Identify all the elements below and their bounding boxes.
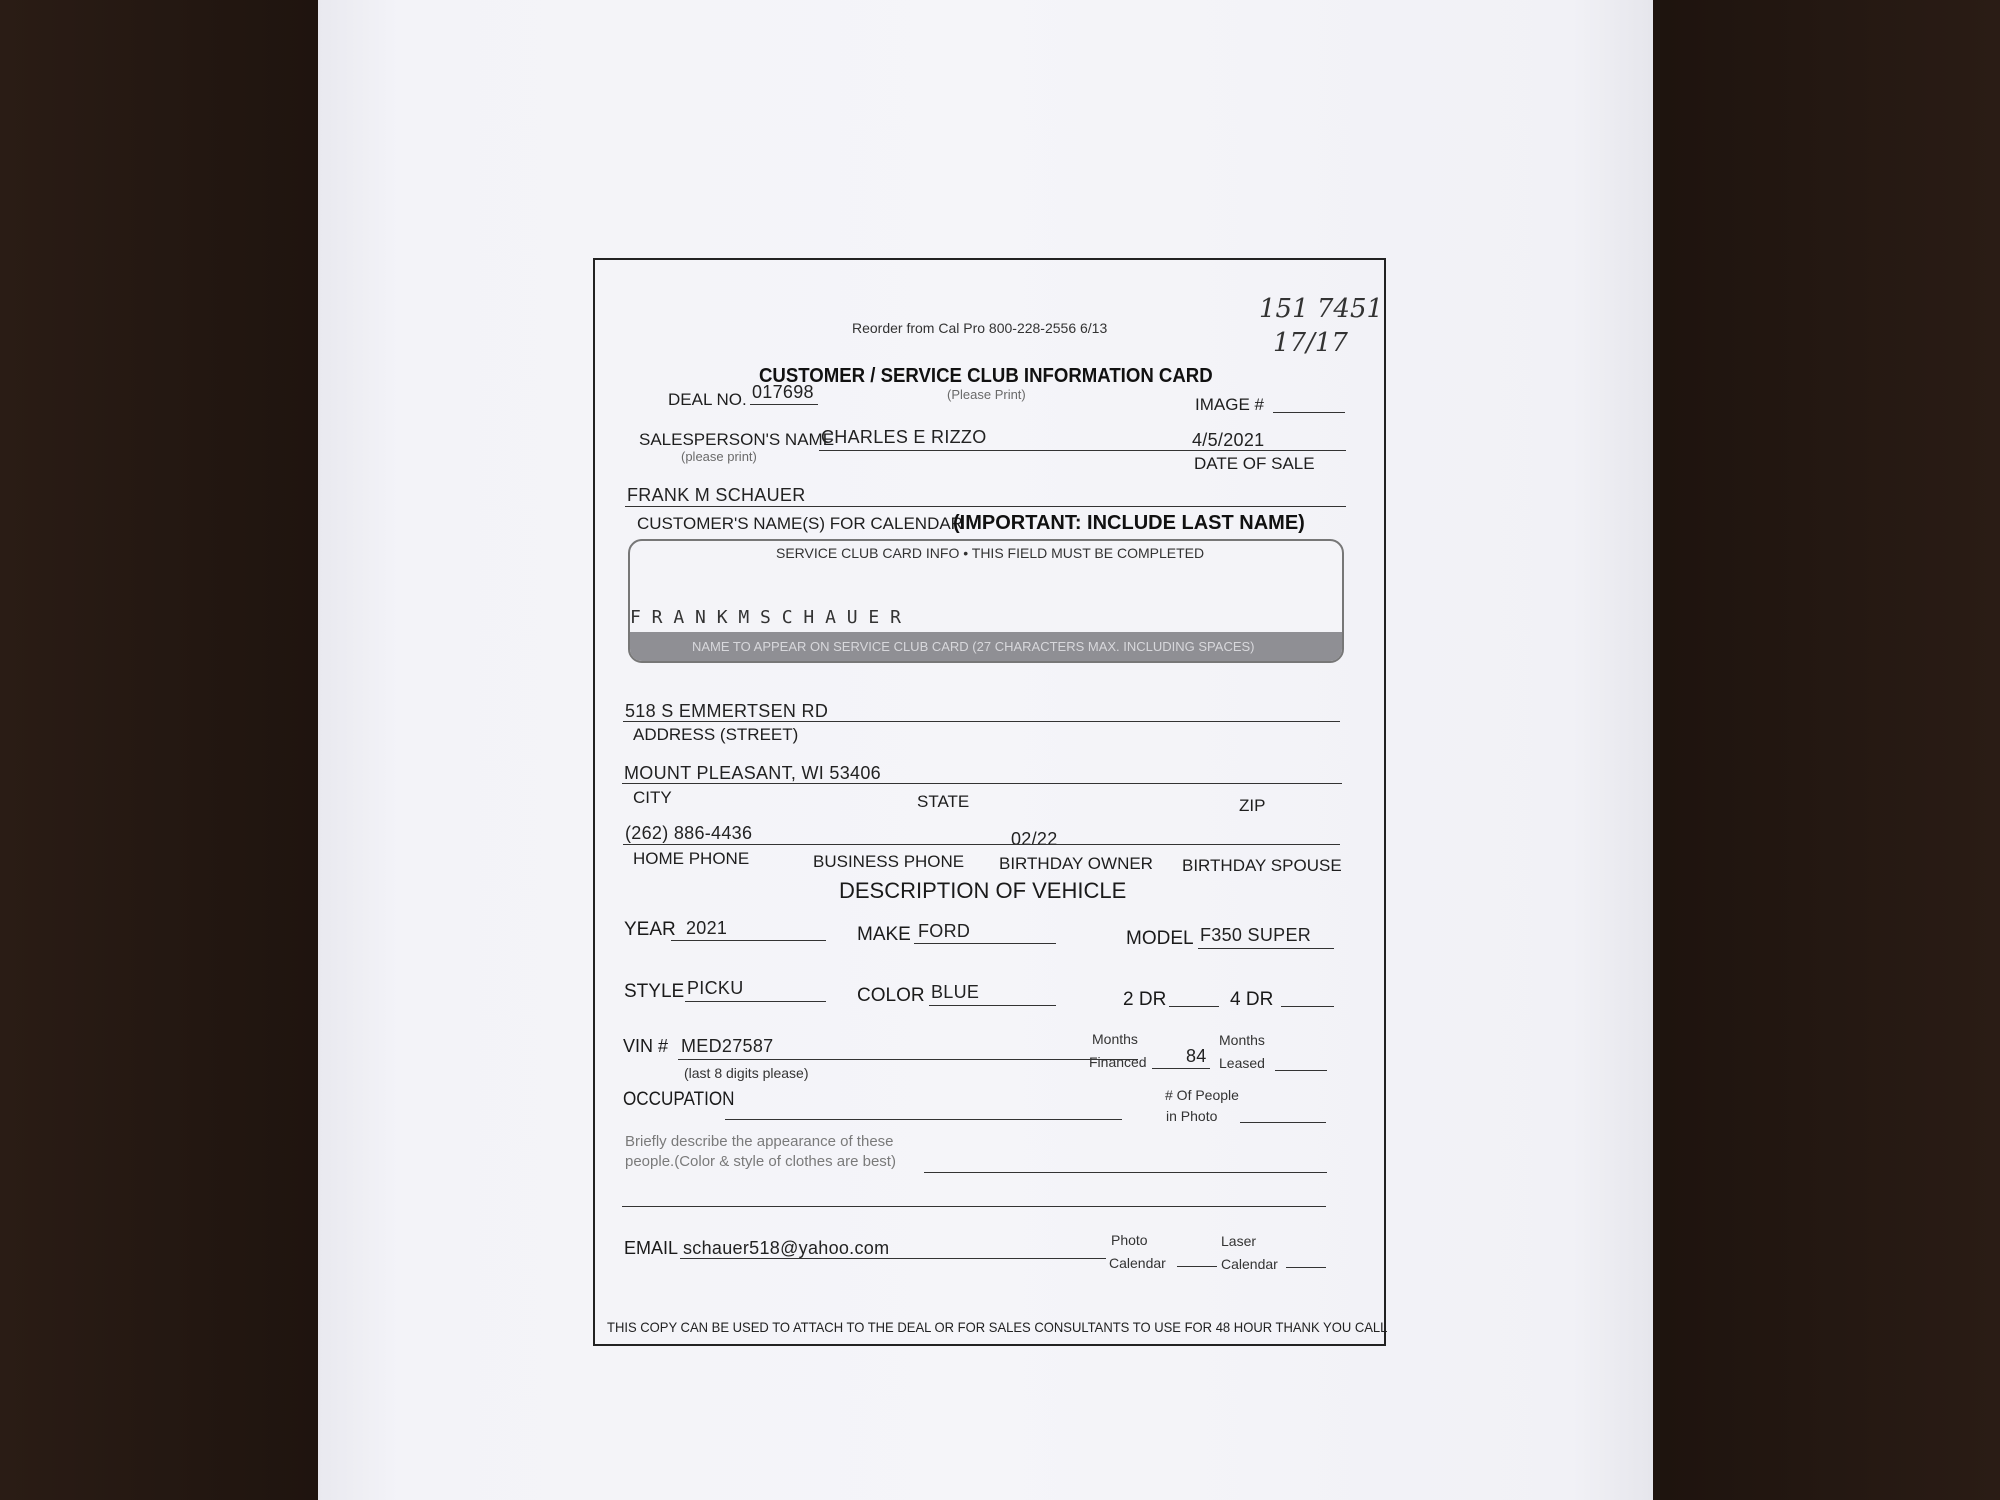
- months-financed-line: [1152, 1068, 1210, 1069]
- important-note: (IMPORTANT: INCLUDE LAST NAME): [953, 512, 1305, 534]
- footer-note: THIS COPY CAN BE USED TO ATTACH TO THE DEAL OR FOR SALES CONSULTANTS TO USE FOR 48 HOUR THANK YOU CALL: [607, 1319, 1388, 1335]
- salesperson-label: SALESPERSON'S NAME: [639, 430, 835, 449]
- people-in-photo-label-1: # Of People: [1165, 1087, 1239, 1103]
- style-value: PICKU: [687, 978, 744, 998]
- state-label: STATE: [917, 792, 970, 811]
- year-label: YEAR: [624, 919, 676, 940]
- describe-line-2: people.(Color & style of clothes are best): [625, 1153, 896, 1170]
- describe-line: [924, 1172, 1327, 1173]
- deal-no-label: DEAL NO.: [668, 390, 747, 409]
- photo-calendar-label-1: Photo: [1111, 1232, 1148, 1248]
- months-leased-line: [1275, 1070, 1327, 1071]
- form-title: CUSTOMER / SERVICE CLUB INFORMATION CARD: [759, 365, 1213, 387]
- service-club-card-box: [628, 539, 1344, 663]
- address-label: ADDRESS (STREET): [633, 725, 799, 744]
- customer-name-label: CUSTOMER'S NAME(S) FOR CALENDAR: [637, 514, 963, 533]
- occupation-label: OCCUPATION: [623, 1089, 735, 1110]
- date-of-sale-value: 4/5/2021: [1192, 430, 1265, 450]
- make-label: MAKE: [857, 924, 911, 945]
- email-line: [680, 1258, 1106, 1259]
- address-line: [623, 721, 1340, 722]
- laser-calendar-line: [1286, 1267, 1326, 1268]
- reorder-text: Reorder from Cal Pro 800-228-2556 6/13: [852, 320, 1108, 336]
- home-phone-label: HOME PHONE: [633, 849, 750, 868]
- vin-value: MED27587: [681, 1036, 774, 1056]
- home-phone-value: (262) 886-4436: [625, 823, 753, 843]
- image-label: IMAGE #: [1195, 395, 1264, 414]
- four-door-line: [1281, 1006, 1334, 1007]
- customer-name-value: FRANK M SCHAUER: [627, 485, 806, 505]
- months-leased-label-2: Leased: [1219, 1055, 1265, 1071]
- people-in-photo-line: [1240, 1122, 1326, 1123]
- vin-sub-label: (last 8 digits please): [684, 1065, 809, 1081]
- months-financed-label-2: Financed: [1089, 1054, 1147, 1070]
- model-value: F350 SUPER: [1200, 925, 1312, 945]
- card-name-value: F R A N K M S C H A U E R: [630, 607, 901, 628]
- vehicle-heading: DESCRIPTION OF VEHICLE: [839, 878, 1127, 903]
- information-card-form: [593, 258, 1386, 1346]
- vin-label: VIN #: [623, 1036, 669, 1056]
- card-band-text: NAME TO APPEAR ON SERVICE CLUB CARD (27 CHARACTERS MAX. INCLUDING SPACES): [692, 639, 1255, 654]
- salesperson-value: CHARLES E RIZZO: [821, 427, 987, 447]
- year-line: [671, 940, 826, 941]
- birthday-owner-value: 02/22: [1011, 829, 1058, 849]
- year-value: 2021: [686, 918, 728, 938]
- address-value: 518 S EMMERTSEN RD: [625, 701, 829, 721]
- please-print-note: (Please Print): [947, 387, 1026, 402]
- customer-line: [625, 506, 1346, 507]
- email-value: schauer518@yahoo.com: [683, 1238, 890, 1258]
- make-value: FORD: [918, 921, 971, 941]
- phones-line: [623, 844, 1340, 845]
- four-door-label: 4 DR: [1230, 989, 1274, 1010]
- salesperson-sub: (please print): [681, 449, 757, 464]
- model-line: [1198, 948, 1334, 949]
- make-line: [914, 943, 1056, 944]
- laser-calendar-label-1: Laser: [1221, 1233, 1257, 1249]
- card-name-band: [630, 632, 1342, 661]
- vin-line: [678, 1059, 1138, 1060]
- city-value: MOUNT PLEASANT, WI 53406: [624, 763, 881, 783]
- describe-extra-line: [622, 1206, 1326, 1207]
- date-of-sale-label: DATE OF SALE: [1194, 454, 1315, 473]
- photo-calendar-line: [1177, 1266, 1217, 1267]
- model-label: MODEL: [1126, 928, 1194, 949]
- image-line: [1273, 412, 1345, 413]
- deal-no-value: 017698: [752, 382, 814, 402]
- occupation-line: [725, 1119, 1122, 1120]
- two-door-label: 2 DR: [1123, 989, 1167, 1010]
- deal-no-line: [750, 404, 818, 405]
- service-card-heading: SERVICE CLUB CARD INFO • THIS FIELD MUST BE COMPLETED: [776, 545, 1205, 561]
- style-label: STYLE: [624, 981, 685, 1002]
- salesperson-line: [819, 450, 1346, 451]
- months-financed-label-1: Months: [1092, 1031, 1138, 1047]
- months-financed-value: 84: [1186, 1046, 1207, 1066]
- handwritten-fraction: 17/17: [1273, 328, 1348, 358]
- color-value: BLUE: [931, 982, 980, 1002]
- birthday-spouse-label: BIRTHDAY SPOUSE: [1182, 856, 1342, 875]
- city-label: CITY: [633, 788, 672, 807]
- months-leased-label-1: Months: [1219, 1032, 1265, 1048]
- zip-label: ZIP: [1239, 796, 1266, 815]
- color-line: [929, 1005, 1056, 1006]
- handwritten-number: 151 7451: [1259, 294, 1384, 324]
- business-phone-label: BUSINESS PHONE: [813, 852, 965, 871]
- people-in-photo-label-2: in Photo: [1166, 1108, 1218, 1124]
- describe-line-1: Briefly describe the appearance of these: [625, 1133, 894, 1150]
- color-label: COLOR: [857, 985, 925, 1006]
- photo-calendar-label-2: Calendar: [1109, 1255, 1166, 1271]
- birthday-owner-label: BIRTHDAY OWNER: [999, 854, 1153, 873]
- laser-calendar-label-2: Calendar: [1221, 1256, 1278, 1272]
- city-line: [622, 783, 1342, 784]
- two-door-line: [1169, 1006, 1219, 1007]
- email-label: EMAIL: [624, 1238, 679, 1258]
- style-line: [685, 1001, 826, 1002]
